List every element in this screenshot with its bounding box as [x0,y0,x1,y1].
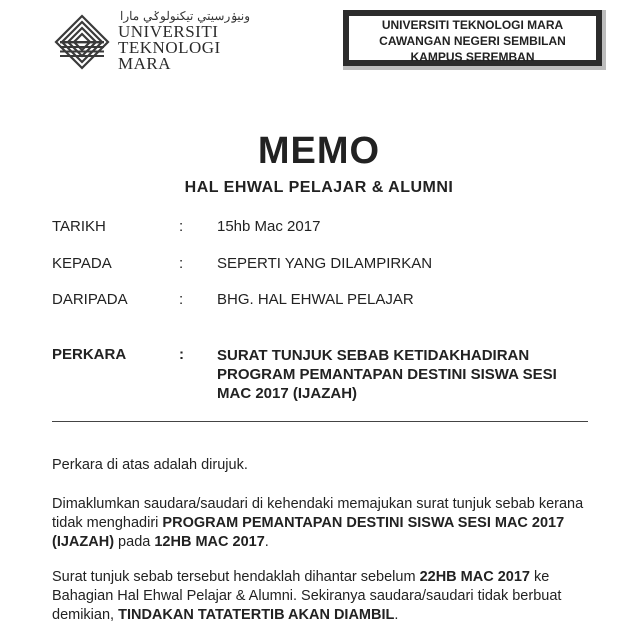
field-colon: : [179,346,184,363]
university-name-line: MARA [118,54,172,73]
field-value: BHG. HAL EHWAL PELAJAR [217,291,414,308]
body-paragraph-3 [52,568,600,625]
field-colon: : [179,291,184,308]
paragraph-bold-text: 12HB MAC 2017 [154,534,265,550]
paragraph-text: . [264,534,269,550]
campus-header-line: CAWANGAN NEGERI SEMBILAN [379,34,566,48]
campus-header-line: KAMPUS SEREMBAN [410,50,535,64]
paragraph-text: . [394,607,399,623]
memo-subtitle: HAL EHWAL PELAJAR & ALUMNI [184,179,454,196]
paragraph-text: pada [114,534,155,550]
field-label: KEPADA [52,255,112,272]
body-paragraph-2 [52,495,600,552]
university-name-line: TEKNOLOGI [118,38,221,57]
campus-header-line: UNIVERSITI TEKNOLOGI MARA [381,18,564,32]
subject-line: SURAT TUNJUK SEBAB KETIDAKHADIRAN [217,347,530,364]
subject-line: PROGRAM PEMANTAPAN DESTINI SISWA SESI [217,366,557,383]
uitm-logo-icon [52,12,112,72]
field-value [217,346,557,403]
university-name-line: UNIVERSITI [118,22,219,41]
paragraph-bold-text: PROGRAM PEMANTAPAN DESTINI SISWA SESI MAC 2017 (IJAZAH) [52,515,565,550]
paragraph-text: Dimaklumkan saudara/saudari di kehendaki memajukan surat tunjuk sebab kerana tidak menghadiri [52,496,584,531]
jawi-script-name: ونيۏرسيتي تيكنولوݢي مارا [120,9,251,23]
body-paragraph-1: Perkara di atas adalah dirujuk. [52,457,248,473]
paragraph-bold-text: 22HB MAC 2017 [419,569,530,585]
field-label: TARIKH [52,218,106,235]
subject-line: MAC 2017 (IJAZAH) [217,385,358,402]
field-value: 15hb Mac 2017 [217,218,321,235]
field-label: DARIPADA [52,291,128,308]
paragraph-bold-text: TINDAKAN TATATERTIB AKAN DIAMBIL [118,607,395,623]
campus-header-box [343,10,606,70]
university-name [118,24,221,72]
field-value: SEPERTI YANG DILAMPIRKAN [217,255,433,272]
field-label: PERKARA [52,346,127,363]
paragraph-text: ke Bahagian Hal Ehwal Pelajar & Alumni. Sekiranya saudara/saudari tidak berbuat demikian, [52,569,562,623]
field-colon: : [179,255,184,272]
memo-title: MEMO [257,130,381,172]
paragraph-text: Surat tunjuk sebab tersebut hendaklah dihantar sebelum [52,569,420,585]
field-colon: : [179,218,184,235]
campus-header-text [349,16,596,64]
divider [52,421,588,422]
